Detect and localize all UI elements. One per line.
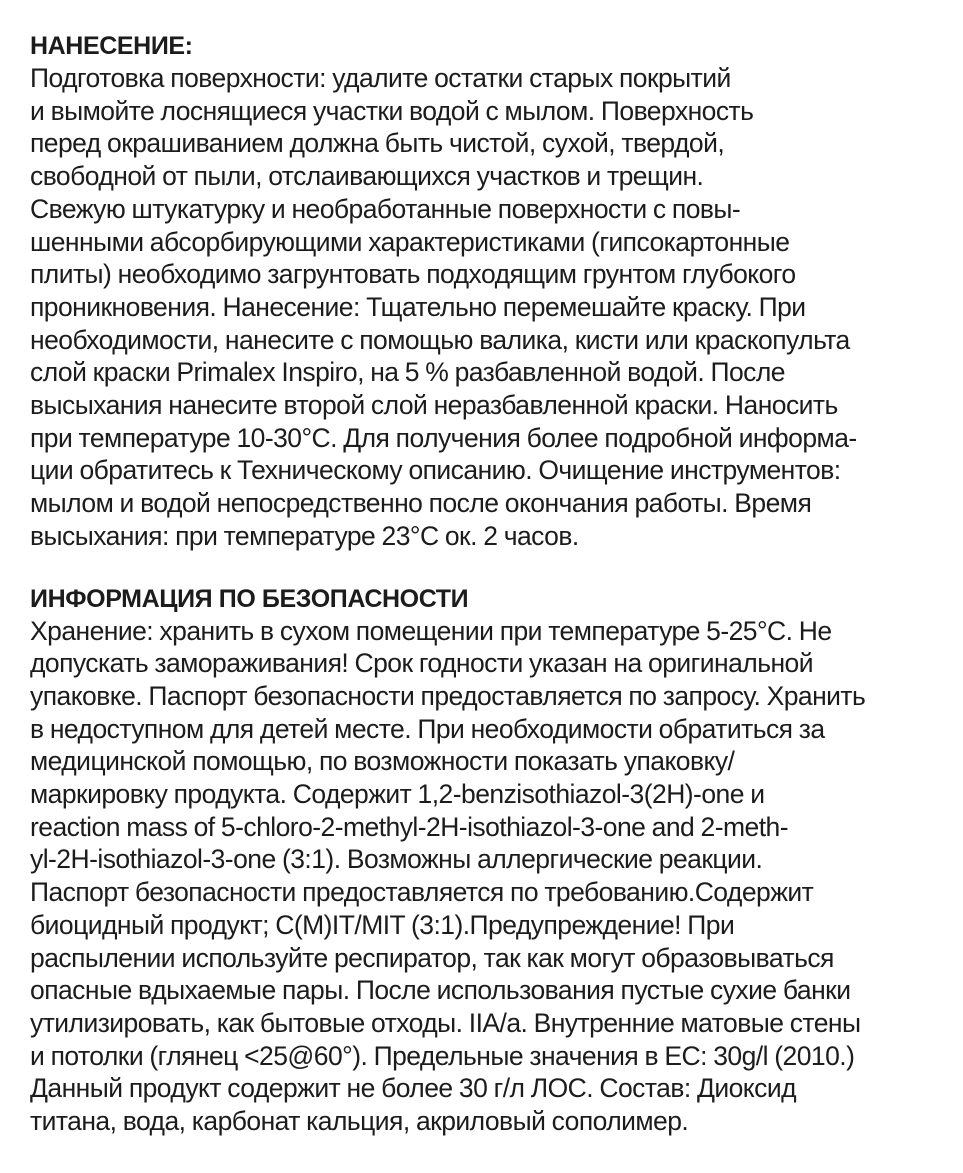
text-line: и вымойте лоснящиеся участки водой с мылом. Поверхность [30, 95, 754, 126]
text-line: слой краски Primalex Inspiro, на 5 % разбавленной водой. После [30, 357, 785, 388]
text-line: yl-2H-isothiazol-3-one (3:1). Возможны аллергические реакции. [30, 844, 763, 875]
text-line: высыхания: при температуре 23°C ок. 2 часов. [30, 520, 579, 551]
text-line: утилизировать, как бытовые отходы. IIA/a. Внутренние матовые стены [30, 1007, 861, 1038]
text-line: при температуре 10-30°C. Для получения более подробной информа- [30, 422, 857, 453]
text-line: шенными абсорбирующими характеристиками (гипсокартонные [30, 226, 790, 257]
text-line: reaction mass of 5-chloro-2-methyl-2H-isothiazol-3-one and 2-meth- [30, 811, 788, 842]
section-heading: НАНЕСЕНИЕ: [30, 32, 193, 60]
section-body [30, 615, 955, 1138]
text-line: мылом и водой непосредственно после окончания работы. Время [30, 488, 812, 519]
text-line: Данный продукт содержит не более 30 г/л ЛОС. Состав: Диоксид [30, 1073, 797, 1104]
document-page [30, 30, 955, 1138]
section-heading: ИНФОРМАЦИЯ ПО БЕЗОПАСНОСТИ [30, 584, 469, 613]
text-line: Свежую штукатурку и необработанные поверхности с повы- [30, 193, 741, 224]
text-line: необходимости, нанесите с помощью валика, кисти или краскопульта [30, 324, 850, 355]
safety-section [30, 583, 955, 1138]
text-line: допускать замораживания! Срок годности указан на оригинальной [30, 648, 813, 679]
text-line: титана, вода, карбонат кальция, акриловый сополимер. [30, 1106, 689, 1137]
text-line: Хранение: хранить в сухом помещении при температуре 5-25°C. Не [30, 615, 832, 646]
text-line: свободной от пыли, отслаивающихся участков и трещин. [30, 161, 704, 192]
text-line: в недоступном для детей месте. При необходимости обратиться за [30, 713, 825, 744]
text-line: и потолки (глянец <25@60°). Предельные значения в ЕС: 30g/l (2010.) [30, 1040, 855, 1071]
text-line: ции обратитесь к Техническому описанию. Очищение инструментов: [30, 455, 841, 486]
text-line: Паспорт безопасности предоставляется по требованию.Содержит [30, 877, 814, 908]
text-line: биоцидный продукт; C(M)IT/MIT (3:1).Предупреждение! При [30, 909, 735, 940]
text-line: распылении используйте респиратор, так как могут образовываться [30, 942, 834, 973]
text-line: Подготовка поверхности: удалите остатки старых покрытий [30, 63, 731, 93]
section-body [30, 62, 955, 553]
text-line: маркировку продукта. Содержит 1,2-benzisothiazol-3(2H)-one и [30, 779, 765, 810]
text-line: опасные вдыхаемые пары. После использования пустые сухие банки [30, 975, 851, 1006]
text-line: перед окрашиванием должна быть чистой, сухой, твердой, [30, 128, 725, 159]
text-line: проникновения. Нанесение: Тщательно перемешайте краску. При [30, 291, 806, 322]
text-line: медицинской помощью, по возможности показать упаковку/ [30, 746, 735, 777]
application-section [30, 30, 955, 553]
text-line: высыхания нанесите второй слой неразбавленной краски. Наносить [30, 390, 838, 421]
text-line: упаковке. Паспорт безопасности предоставляется по запросу. Хранить [30, 680, 866, 711]
text-line: плиты) необходимо загрунтовать подходящим грунтом глубокого [30, 259, 796, 290]
